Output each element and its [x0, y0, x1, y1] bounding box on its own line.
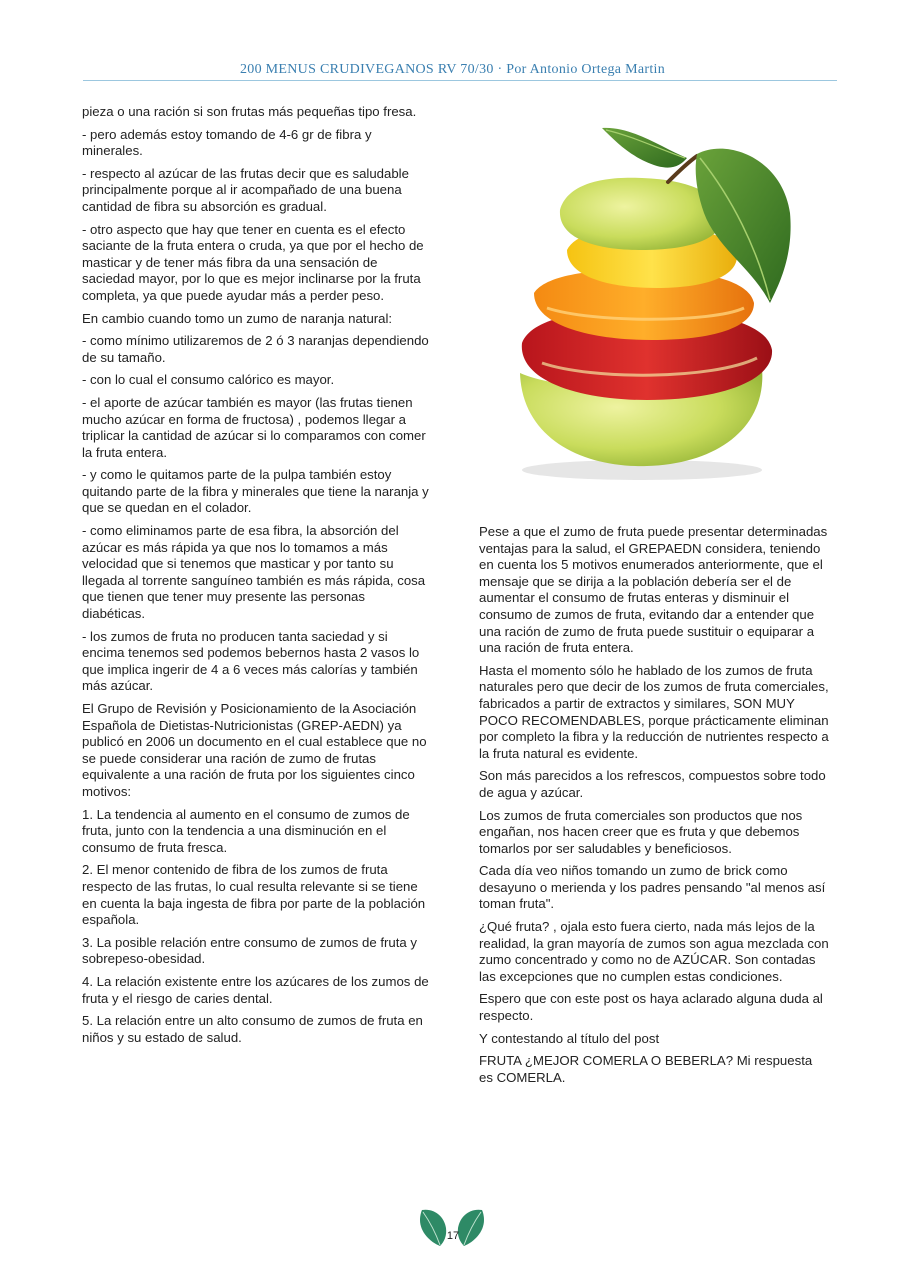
paragraph: Y contestando al título del post — [479, 1030, 660, 1046]
list-item: 2. El menor contenido de fibra de los zumos de fruta respecto de las frutas, lo cual resulta relevante si se tiene en cuenta la baja ingesta de fibra por parte de la población española. — [82, 862, 426, 928]
paragraph: Son más parecidos a los refrescos, compuestos sobre todo de agua y azúcar. — [479, 768, 826, 800]
paragraph: - el aporte de azúcar también es mayor (las frutas tienen mucho azúcar en forma de fructosa) , podemos llegar a triplicar la cantidad de azúcar si lo comparamos con comer la fruta entera. — [82, 394, 426, 460]
list-item: 1. La tendencia al aumento en el consumo de zumos de fruta, junto con la tendencia a una disminución en el consumo de fruta fresca. — [82, 806, 410, 855]
paragraph: - como mínimo utilizaremos de 2 ó 3 naranjas dependiendo de su tamaño. — [82, 333, 429, 365]
paragraph: - los zumos de fruta no producen tanta saciedad y si encima tenemos sed podemos bebernos hasta 2 vasos lo que implica ingerir de 4 a 6 veces más calorías y también más azúcar. — [82, 628, 420, 694]
list-item: 3. La posible relación entre consumo de zumos de fruta y sobrepeso-obesidad. — [82, 934, 418, 967]
paragraph: En cambio cuando tomo un zumo de naranja natural: — [82, 310, 393, 326]
paragraph: - pero además estoy tomando de 4-6 gr de fibra y minerales. — [82, 126, 372, 159]
list-item: 4. La relación existente entre los azúcares de los zumos de fruta y el riesgo de caries dental. — [82, 973, 429, 1006]
stacked-fruit-image — [482, 118, 832, 496]
list-item: 5. La relación entre un alto consumo de zumos de fruta en niños y su estado de salud. — [82, 1013, 423, 1045]
paragraph: Pese a que el zumo de fruta puede presentar determinadas ventajas para la salud, el GREPAEDN considera, teniendo en cuenta los 5 motivos enumerados anteriormente, que el mensaje que se dirija a la población debería ser el de aumentar el consumo de frutas enteras y disminuir el consumo de zumos de fruta, evitando dar a entender que una ración de zumo de fruta puede sustituir o equiparar a una ración de fruta entera. — [479, 524, 828, 656]
paragraph: Los zumos de fruta comerciales son productos que nos engañan, nos hacen creer que es fruta y que debemos tomarlos por ser saludables y beneficiosos. — [479, 807, 803, 856]
paragraph: El Grupo de Revisión y Posicionamiento de la Asociación Española de Dietistas-Nutricionistas (GREP-AEDN) ya publicó en 2006 un documento en el cual establece que no se puede considerar una ración de zumo de frutas equivalente a una ración de fruta por los siguientes cinco motivos: — [82, 701, 427, 799]
paragraph: pieza o una ración si son frutas más pequeñas tipo fresa. — [82, 104, 417, 119]
paragraph: Cada día veo niños tomando un zumo de brick como desayuno o merienda y los padres pensando "al menos así toman fruta". — [479, 863, 826, 912]
right-column — [479, 524, 829, 1092]
paragraph: - como eliminamos parte de esa fibra, la absorción del azúcar es más rápida ya que nos lo tomamos a más velocidad que si tenemos que masticar y por tanto su llegada al torrente sanguíneo también es más rápida, cosa que tienen que tener muy presente las personas diabéticas. — [82, 523, 426, 622]
page-header: 200 MENUS CRUDIVEGANOS RV 70/30 · Por Antonio Ortega Martin — [239, 62, 666, 77]
page-number: 17 — [446, 1230, 460, 1242]
paragraph: - respecto al azúcar de las frutas decir que es saludable principalmente porque al ir acompañado de una buena cantidad de fibra su absorción es gradual. — [82, 165, 409, 214]
paragraph: Espero que con este post os haya aclarado alguna duda al respecto. — [479, 991, 823, 1024]
header-divider — [83, 80, 837, 81]
paragraph: - otro aspecto que hay que tener en cuenta es el efecto saciante de la fruta entera o cruda, ya que por el hecho de masticar y de tener más fibra da una sensación de saciedad mayor, por lo que es mejor inclinarse por la fruta completa, ya que puede ayudar más a perder peso. — [82, 221, 424, 303]
paragraph: ¿Qué fruta? , ojala esto fuera cierto, nada más lejos de la realidad, la gran mayoría de zumos son agua mezclada con zumo concentrado y como no de AZÚCAR. Son contadas las excepciones que no cumplen estas condiciones. — [479, 919, 829, 984]
leaf-ornament-icon — [412, 1202, 492, 1250]
paragraph: FRUTA ¿MEJOR COMERLA O BEBERLA? Mi respuesta es COMERLA. — [479, 1053, 813, 1085]
paragraph: - con lo cual el consumo calórico es mayor. — [82, 372, 335, 388]
paragraph: Hasta el momento sólo he hablado de los zumos de fruta naturales pero que decir de los zumos de fruta comerciales, fabricados a partir de extractos y similares, SON MUY POCO RECOMENDABLES, porque prácticamente eliminan por completo la fibra y la reducción de nutrientes respecto a la fruta natural es evidente. — [479, 662, 829, 761]
left-column — [82, 104, 430, 1052]
paragraph: - y como le quitamos parte de la pulpa también estoy quitando parte de la fibra y minerales que tiene la naranja y que se quedan en el colador. — [82, 467, 429, 516]
